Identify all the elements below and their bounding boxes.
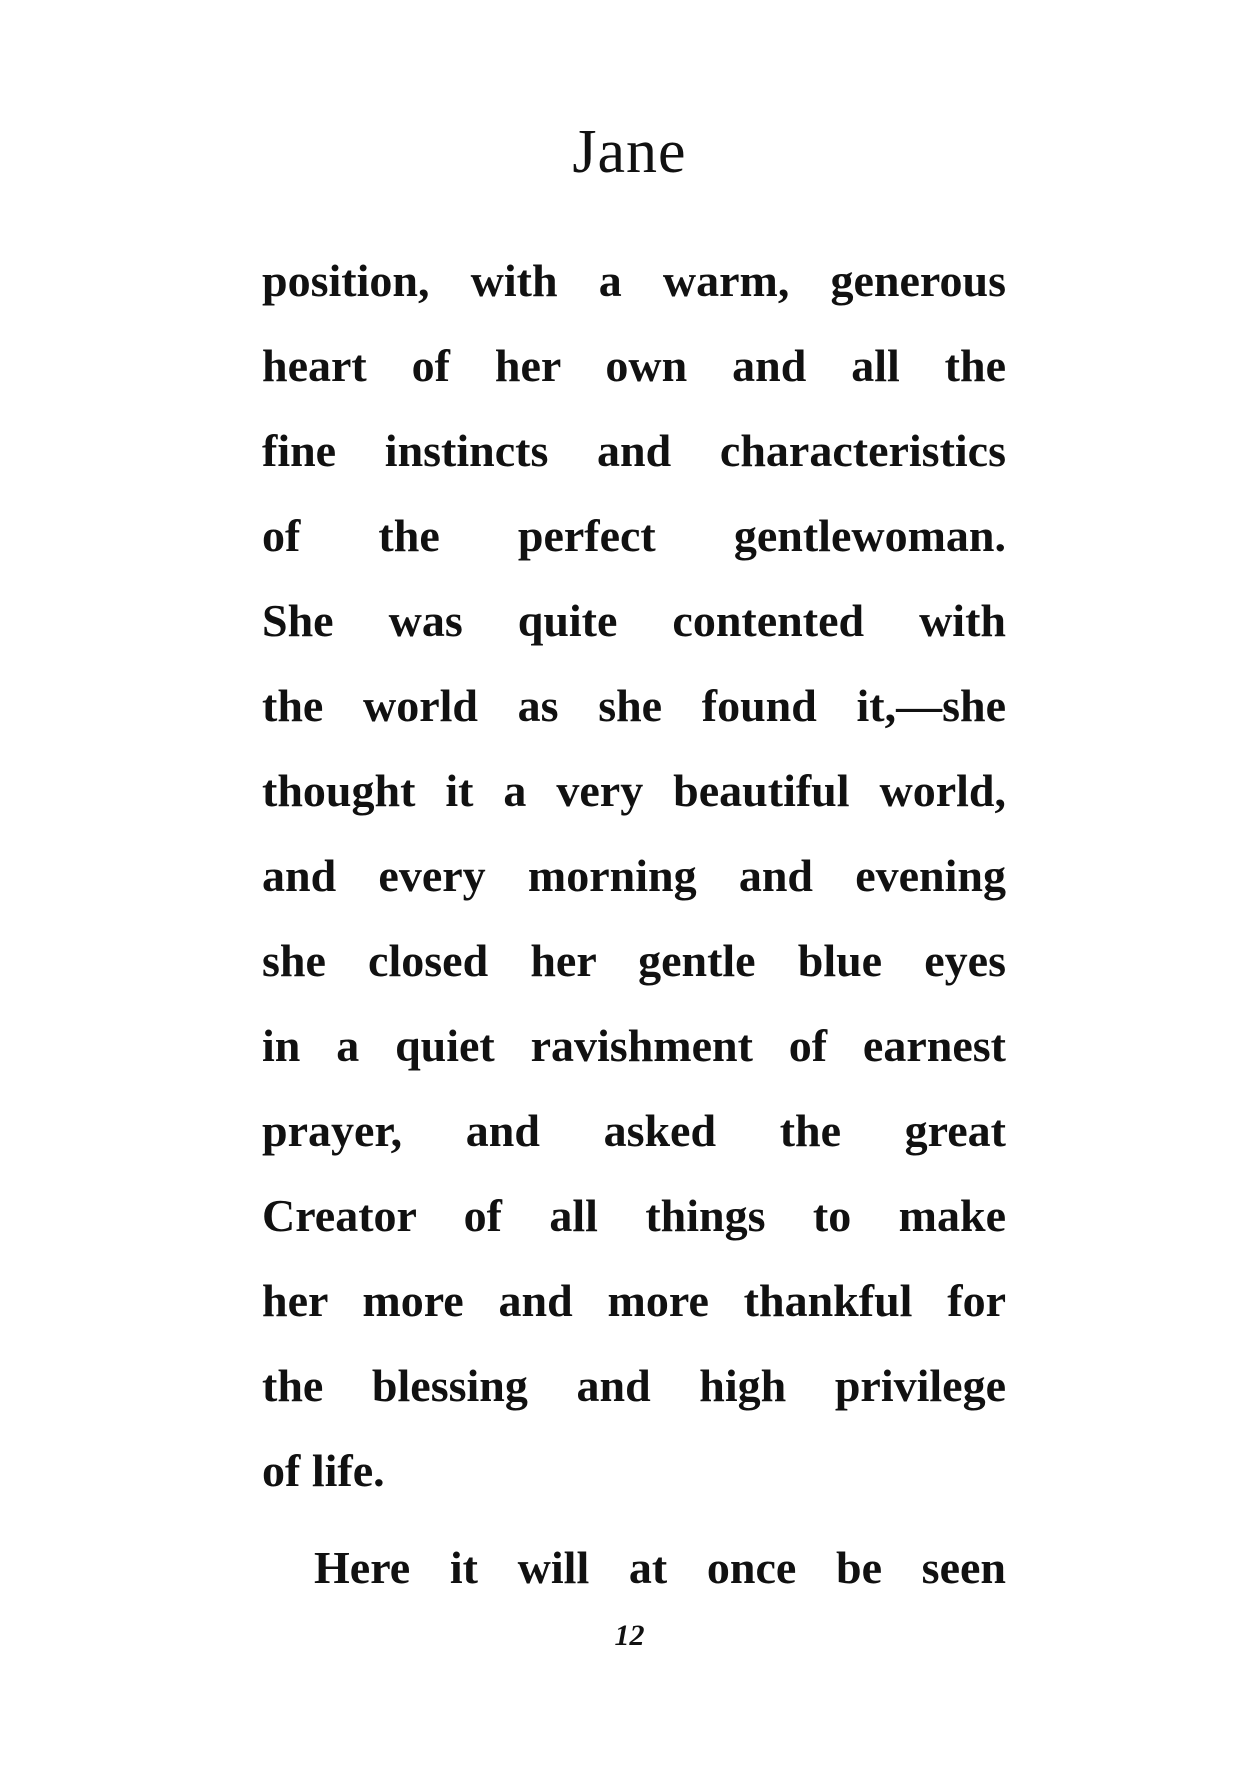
running-head: Jane [572,118,687,186]
text-line: the blessing and high privilege [262,1360,1006,1411]
text-line: the world as she found it,—she [262,680,1006,731]
text-line: her more and more thankful for [262,1275,1006,1326]
text-line: She was quite contented with [262,595,1006,646]
paragraph-end-line: of life. [262,1445,385,1496]
text-line: in a quiet ravishment of earnest [262,1020,1006,1071]
text-line: position, with a warm, generous [262,255,1006,306]
text-line: fine instincts and characteristics [262,425,1006,476]
paragraph-start-line: Here it will at once be seen [314,1542,1006,1593]
text-line: heart of her own and all the [262,340,1006,391]
text-line: prayer, and asked the great [262,1105,1006,1156]
text-line: of the perfect gentlewoman. [262,510,1006,561]
text-line: thought it a very beautiful world, [262,765,1006,816]
page-number: 12 [614,1619,645,1652]
text-line: Creator of all things to make [262,1190,1006,1241]
text-line: and every morning and evening [262,850,1006,901]
text-line: she closed her gentle blue eyes [262,935,1006,986]
body-text [262,238,1006,1610]
